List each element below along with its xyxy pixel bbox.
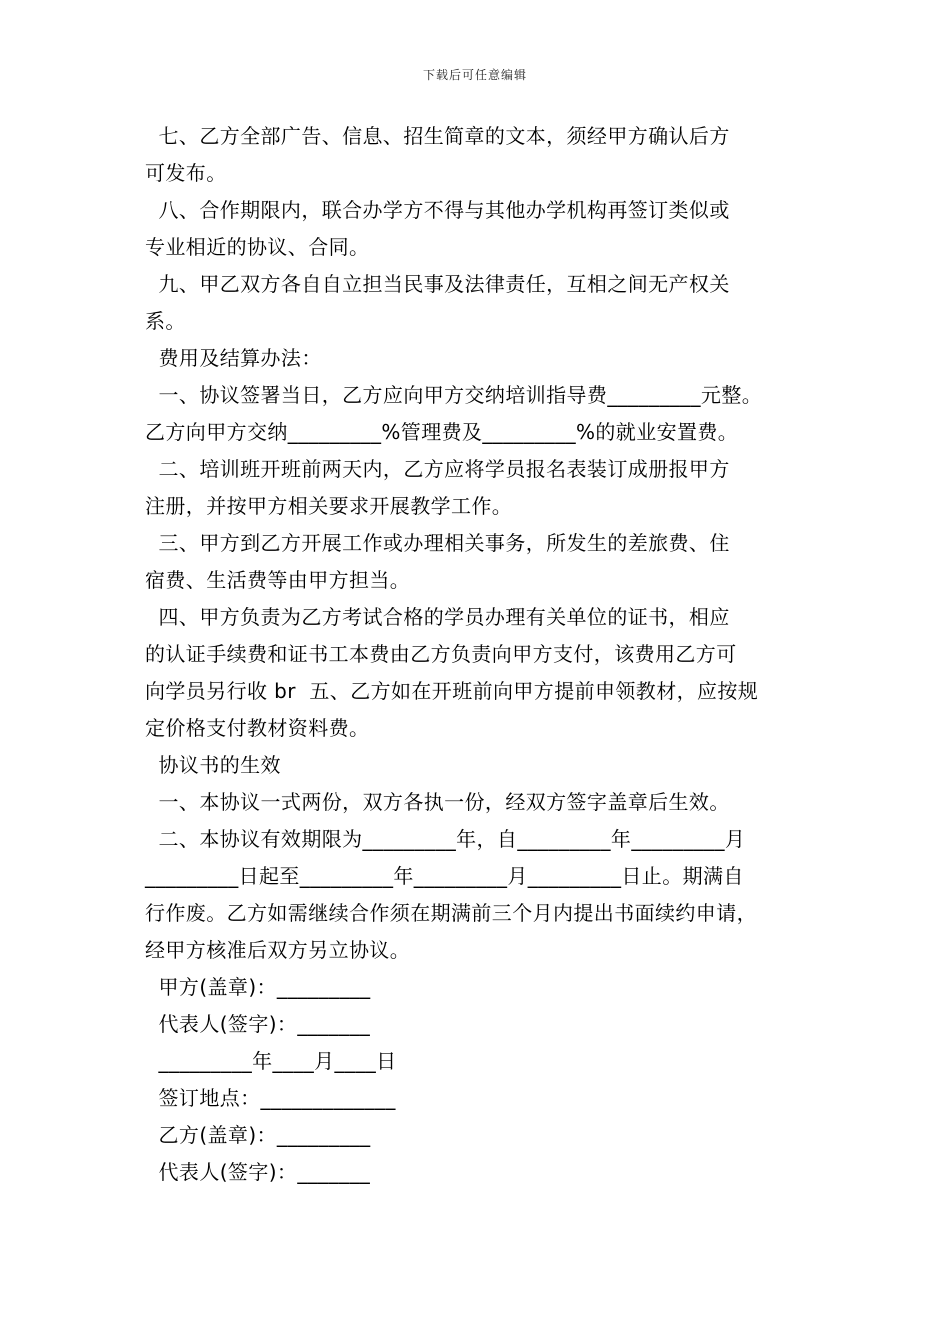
signature-party-a-representative: 代表人(签字)：_______ <box>145 1012 371 1036</box>
text-line: 向学员另行收 br 五、乙方如在开班前向甲方提前申领教材，应按规 <box>145 679 759 703</box>
signature-party-a-seal: 甲方(盖章)：_________ <box>145 975 371 999</box>
text-line: 七、乙方全部广告、信息、招生简章的文本，须经甲方确认后方 <box>145 124 730 148</box>
text-line: 宿费、生活费等由甲方担当。 <box>145 568 411 592</box>
text-line: 乙方向甲方交纳_________%管理费及_________%的就业安置费。 <box>145 420 739 444</box>
text-line: 的认证手续费和证书工本费由乙方负责向甲方支付，该费用乙方可 <box>145 642 737 666</box>
signing-place: 签订地点：_____________ <box>145 1086 396 1110</box>
text-line: 注册，并按甲方相关要求开展教学工作。 <box>145 494 513 518</box>
section-heading-effect: 协议书的生效 <box>145 753 281 777</box>
text-line: 四、甲方负责为乙方考试合格的学员办理有关单位的证书，相应 <box>145 605 730 629</box>
text-line: 系。 <box>145 309 186 333</box>
text-line: 行作废。乙方如需继续合作须在期满前三个月内提出书面续约申请， <box>145 901 757 925</box>
text-line: 三、甲方到乙方开展工作或办理相关事务，所发生的差旅费、住 <box>145 531 730 555</box>
text-line: 八、合作期限内，联合办学方不得与其他办学机构再签订类似或 <box>145 198 730 222</box>
document-body <box>145 118 825 1191</box>
signature-date: _________年____月____日 <box>145 1049 397 1073</box>
text-line: 可发布。 <box>145 161 227 185</box>
text-line: _________日起至_________年_________月_________日止。期满自 <box>145 864 744 888</box>
text-line: 二、本协议有效期限为_________年，自_________年_________月 <box>145 827 746 851</box>
page-header-note: 下载后可任意编辑 <box>422 68 527 82</box>
text-line: 专业相近的协议、合同。 <box>145 235 370 259</box>
text-line: 定价格支付教材资料费。 <box>145 716 370 740</box>
text-line: 一、协议签署当日，乙方应向甲方交纳培训指导费_________元整。 <box>145 383 763 407</box>
signature-party-b-representative: 代表人(签字)：_______ <box>145 1160 371 1184</box>
signature-party-b-seal: 乙方(盖章)：_________ <box>145 1123 371 1147</box>
text-line: 九、甲乙双方各自自立担当民事及法律责任，互相之间无产权关 <box>145 272 730 296</box>
text-line: 一、本协议一式两份，双方各执一份，经双方签字盖章后生效。 <box>145 790 730 814</box>
text-line: 经甲方核准后双方另立协议。 <box>145 938 411 962</box>
section-heading-fees: 费用及结算办法： <box>145 346 322 370</box>
text-line: 二、培训班开班前两天内，乙方应将学员报名表装订成册报甲方 <box>145 457 730 481</box>
